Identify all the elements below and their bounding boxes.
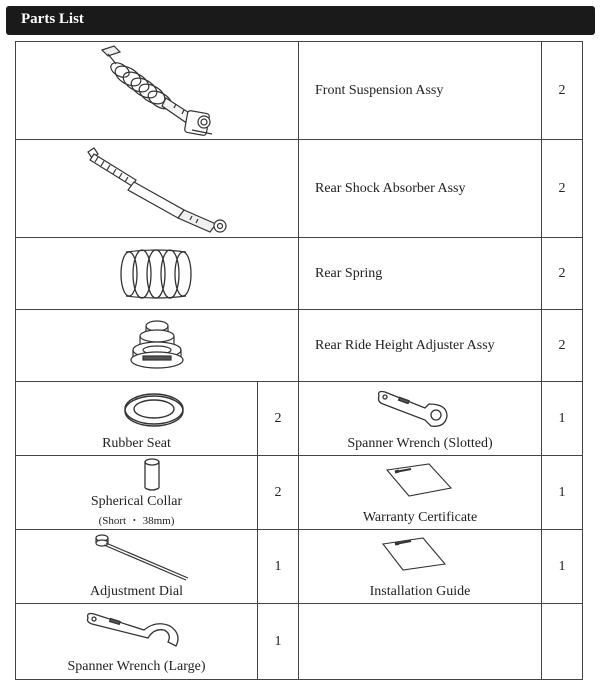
part-image-cell bbox=[16, 310, 299, 382]
warranty-card-icon bbox=[299, 456, 542, 508]
parts-list-header bbox=[6, 6, 595, 35]
guide-sheet-icon bbox=[299, 530, 542, 582]
part-image-cell bbox=[16, 238, 299, 310]
page-title: Parts List bbox=[21, 11, 84, 27]
empty-cell bbox=[299, 604, 542, 680]
table-row bbox=[16, 530, 583, 604]
table-row bbox=[16, 238, 583, 310]
part-qty: 1 bbox=[542, 382, 583, 456]
part-name: Rear Shock Absorber Assy bbox=[299, 140, 542, 238]
part-qty: 2 bbox=[542, 42, 583, 140]
part-qty: 1 bbox=[258, 530, 299, 604]
table-row bbox=[16, 382, 583, 456]
table-row bbox=[16, 42, 583, 140]
part-qty: 2 bbox=[258, 456, 299, 530]
part-qty: 1 bbox=[258, 604, 299, 680]
part-name: Spanner Wrench (Large) bbox=[67, 659, 206, 674]
part-image-cell bbox=[16, 530, 258, 604]
part-note: (Short ・ 38mm) bbox=[98, 515, 175, 527]
part-image-cell bbox=[16, 604, 258, 680]
rubber-seat-icon bbox=[16, 382, 258, 438]
part-qty: 1 bbox=[542, 456, 583, 530]
part-name: Rear Spring bbox=[299, 238, 542, 310]
part-image-cell bbox=[16, 140, 299, 238]
table-row bbox=[16, 310, 583, 382]
part-qty: 1 bbox=[542, 530, 583, 604]
part-qty: 2 bbox=[542, 310, 583, 382]
adjustment-dial-icon bbox=[16, 530, 258, 582]
part-name: Installation Guide bbox=[369, 584, 471, 599]
table-row bbox=[16, 604, 583, 680]
hook-spanner-icon bbox=[16, 604, 258, 658]
part-image-cell bbox=[299, 530, 542, 604]
part-qty: 2 bbox=[542, 238, 583, 310]
part-name: Rubber Seat bbox=[102, 436, 171, 451]
part-qty: 2 bbox=[258, 382, 299, 456]
height-adjuster-icon bbox=[16, 310, 299, 381]
coilover-strut-icon bbox=[16, 42, 299, 139]
part-image-cell bbox=[16, 42, 299, 140]
part-image-cell bbox=[16, 382, 258, 456]
part-name: Adjustment Dial bbox=[90, 584, 183, 599]
empty-cell bbox=[542, 604, 583, 680]
part-name: Rear Ride Height Adjuster Assy bbox=[299, 310, 542, 382]
slotted-spanner-icon bbox=[299, 382, 542, 438]
coil-spring-icon bbox=[16, 238, 299, 309]
part-name: Spherical Collar bbox=[90, 494, 183, 509]
part-name: Warranty Certificate bbox=[362, 510, 478, 525]
part-name: Front Suspension Assy bbox=[299, 42, 542, 140]
part-image-cell bbox=[299, 382, 542, 456]
table-row bbox=[16, 456, 583, 530]
part-image-cell bbox=[16, 456, 258, 530]
part-image-cell bbox=[299, 456, 542, 530]
table-row bbox=[16, 140, 583, 238]
shock-absorber-icon bbox=[16, 140, 299, 237]
part-name: Spanner Wrench (Slotted) bbox=[347, 436, 493, 451]
parts-table bbox=[15, 41, 583, 680]
part-qty: 2 bbox=[542, 140, 583, 238]
collar-icon bbox=[16, 456, 258, 494]
